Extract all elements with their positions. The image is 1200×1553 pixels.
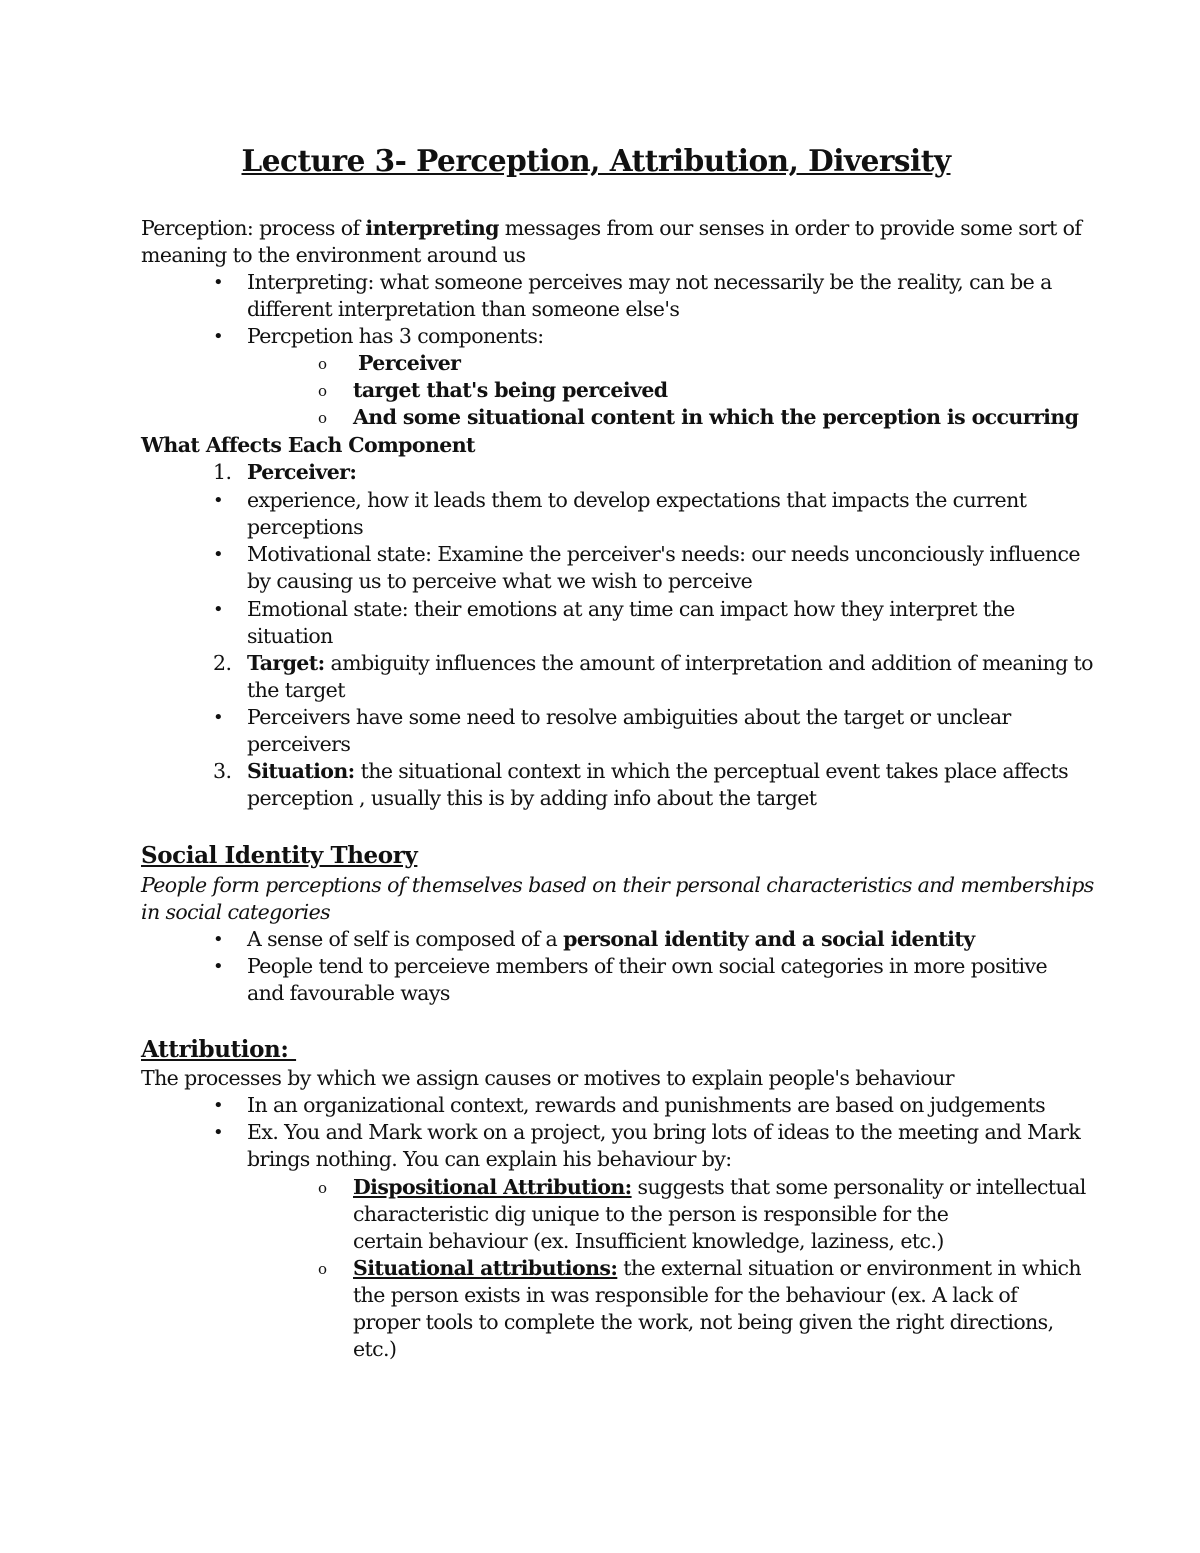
circle-bullet-icon: o bbox=[318, 355, 327, 373]
example-line-1: Ex. You and Mark work on a project, you bring lots of ideas to the meeting and Mark bbox=[247, 1120, 1081, 1144]
bullet-icon: • bbox=[213, 1095, 224, 1116]
experience-line-2: perceptions bbox=[247, 515, 364, 539]
list-number: 1. bbox=[213, 460, 232, 484]
situation-line-1: Situation: the situational context in which the perceptual event takes place affects bbox=[247, 759, 1068, 783]
page-title: Lecture 3- Perception, Attribution, Diversity bbox=[241, 143, 951, 178]
affects-heading: What Affects Each Component bbox=[141, 433, 475, 457]
component-target: target that's being perceived bbox=[353, 378, 668, 402]
list-number: 3. bbox=[213, 759, 232, 783]
list-number: 2. bbox=[213, 651, 232, 675]
bullet-icon: • bbox=[213, 599, 224, 620]
emotional-line-1: Emotional state: their emotions at any time can impact how they interpret the bbox=[247, 597, 1015, 621]
perceiver-label: Perceiver: bbox=[247, 460, 357, 484]
component-situation: And some situational content in which the perception is occurring bbox=[353, 405, 1079, 429]
ambiguity-line-1: Perceivers have some need to resolve ambiguities about the target or unclear bbox=[247, 705, 1011, 729]
components-bullet: Percpetion has 3 components: bbox=[247, 324, 544, 348]
circle-bullet-icon: o bbox=[318, 1179, 327, 1197]
social-identity-definition-line-2: in social categories bbox=[141, 900, 331, 924]
bullet-icon: • bbox=[213, 272, 224, 293]
situational-line-1: Situational attributions: the external situation or environment in which bbox=[353, 1256, 1081, 1280]
situational-line-2: the person exists in was responsible for the behaviour (ex. A lack of bbox=[353, 1283, 1018, 1307]
dispositional-line-1: Dispositional Attribution: suggests that some personality or intellectual bbox=[353, 1175, 1086, 1199]
interpreting-bullet-line-1: Interpreting: what someone perceives may not necessarily be the reality, can be a bbox=[247, 270, 1052, 294]
bullet-icon: • bbox=[213, 929, 224, 950]
circle-bullet-icon: o bbox=[318, 409, 327, 427]
interpreting-bullet-line-2: different interpretation than someone else's bbox=[247, 297, 680, 321]
perceive-members-line-1: People tend to perceieve members of their own social categories in more positive bbox=[247, 954, 1047, 978]
perceive-members-line-2: and favourable ways bbox=[247, 981, 450, 1005]
bullet-icon: • bbox=[213, 326, 224, 347]
target-line-2: the target bbox=[247, 678, 345, 702]
social-identity-heading: Social Identity Theory bbox=[141, 842, 418, 869]
situational-line-3: proper tools to complete the work, not being given the right directions, bbox=[353, 1310, 1054, 1334]
social-identity-definition-line-1: People form perceptions of themselves based on their personal characteristics and memberships bbox=[141, 873, 1094, 897]
circle-bullet-icon: o bbox=[318, 1260, 327, 1278]
target-line-1: Target: ambiguity influences the amount of interpretation and addition of meaning to bbox=[247, 651, 1093, 675]
circle-bullet-icon: o bbox=[318, 382, 327, 400]
component-perceiver: Perceiver bbox=[358, 351, 461, 375]
perception-definition-line-2: meaning to the environment around us bbox=[141, 243, 526, 267]
attribution-definition: The processes by which we assign causes or motives to explain people's behaviour bbox=[141, 1066, 954, 1090]
perception-definition-line-1: Perception: process of interpreting messages from our senses in order to provide some sort of bbox=[141, 216, 1082, 240]
situational-line-4: etc.) bbox=[353, 1337, 397, 1361]
ambiguity-line-2: perceivers bbox=[247, 732, 351, 756]
situation-line-2: perception , usually this is by adding info about the target bbox=[247, 786, 817, 810]
bullet-icon: • bbox=[213, 956, 224, 977]
bullet-icon: • bbox=[213, 707, 224, 728]
organizational-context-bullet: In an organizational context, rewards and punishments are based on judgements bbox=[247, 1093, 1046, 1117]
bullet-icon: • bbox=[213, 1122, 224, 1143]
motivational-line-2: by causing us to perceive what we wish to perceive bbox=[247, 569, 753, 593]
experience-line-1: experience, how it leads them to develop expectations that impacts the current bbox=[247, 488, 1027, 512]
attribution-heading: Attribution: bbox=[141, 1036, 297, 1063]
dispositional-line-2: characteristic dig unique to the person is responsible for the bbox=[353, 1202, 949, 1226]
example-line-2: brings nothing. You can explain his behaviour by: bbox=[247, 1147, 732, 1171]
emotional-line-2: situation bbox=[247, 624, 333, 648]
sense-of-self-bullet: A sense of self is composed of a personal identity and a social identity bbox=[247, 927, 975, 951]
dispositional-line-3: certain behaviour (ex. Insufficient knowledge, laziness, etc.) bbox=[353, 1229, 944, 1253]
bullet-icon: • bbox=[213, 544, 224, 565]
bullet-icon: • bbox=[213, 490, 224, 511]
motivational-line-1: Motivational state: Examine the perceiver's needs: our needs unconciously influence bbox=[247, 542, 1080, 566]
